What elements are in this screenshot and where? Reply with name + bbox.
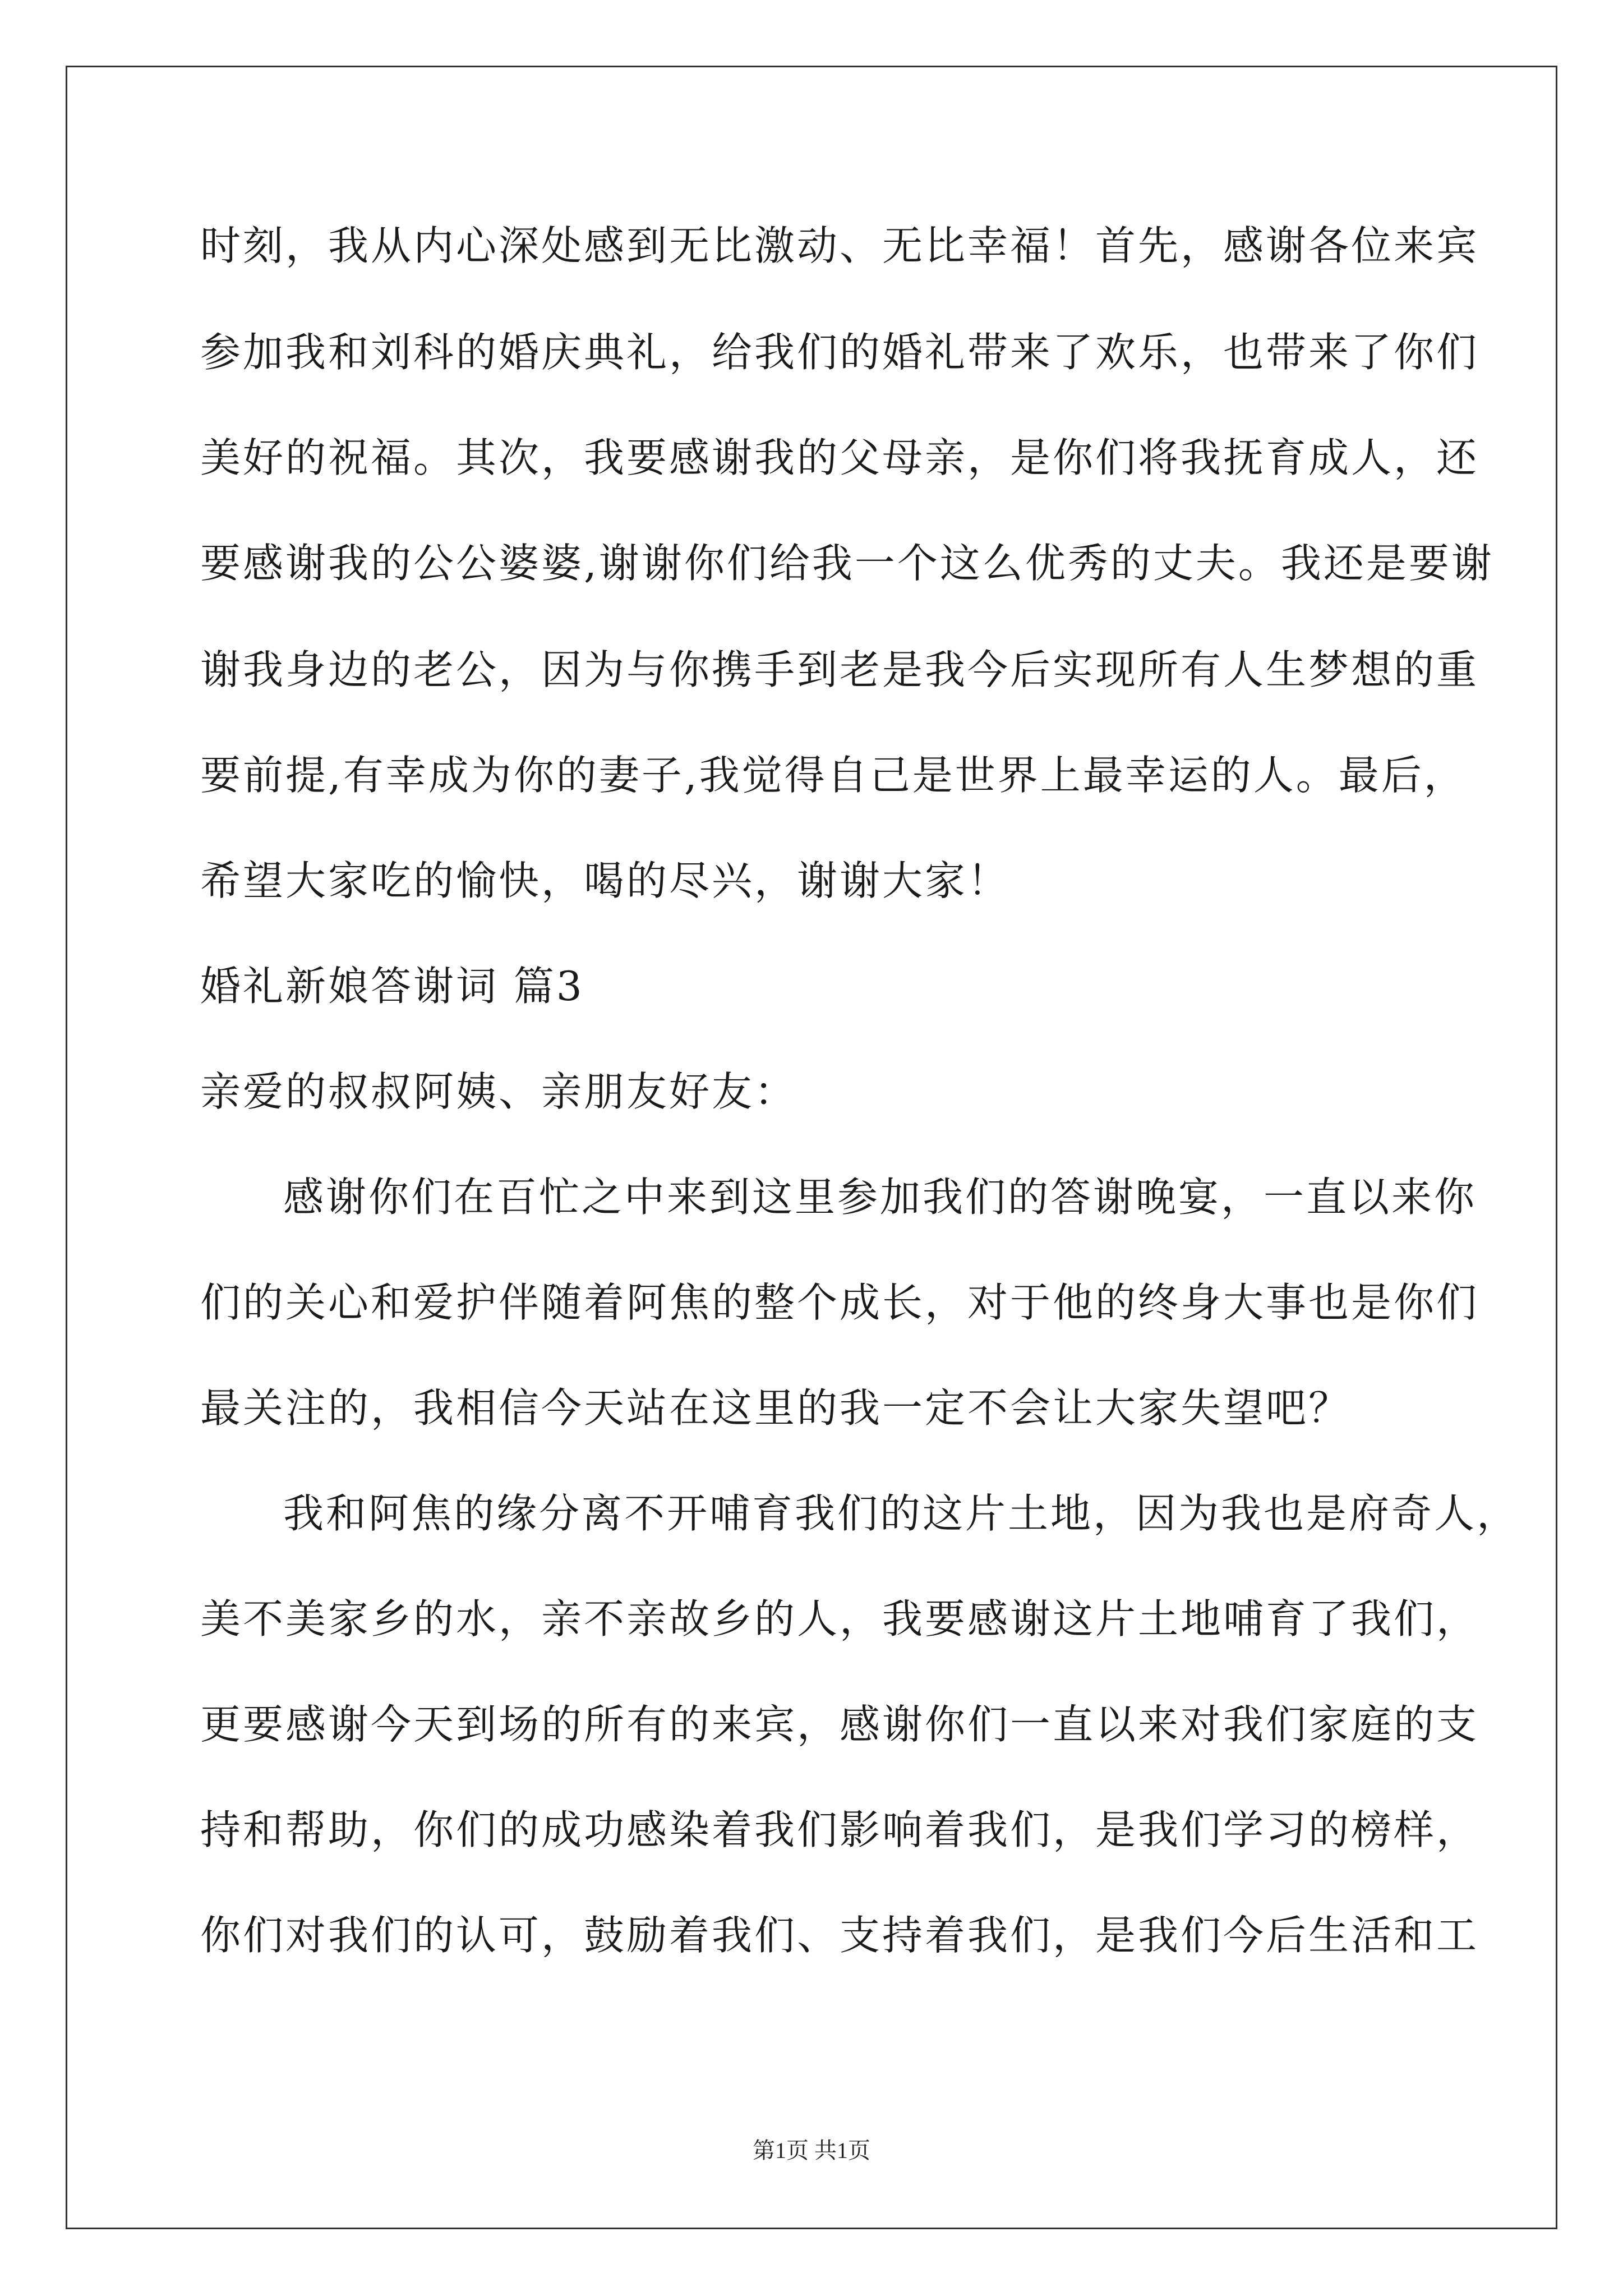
text-line: 希望大家吃的愉快，喝的尽兴，谢谢大家！ [200, 857, 1011, 904]
salutation: 亲爱的叔叔阿姨、亲朋友好友： [200, 1068, 797, 1115]
text-line: 更要感谢今天到场的所有的来宾，感谢你们一直以来对我们家庭的支 [200, 1701, 1479, 1748]
text-line: 谢我身边的老公，因为与你携手到老是我今后实现所有人生梦想的重 [200, 646, 1479, 693]
text-line: 我和阿焦的缘分离不开哺育我们的这片土地，因为我也是府奇人， [283, 1490, 1520, 1537]
text-line: 感谢你们在百忙之中来到这里参加我们的答谢晚宴，一直以来你 [283, 1174, 1477, 1221]
text-line: 持和帮助，你们的成功感染着我们影响着我们，是我们学习的榜样， [200, 1806, 1479, 1853]
text-line: 美好的祝福。其次，我要感谢我的父母亲，是你们将我抚育成人，还 [200, 434, 1479, 481]
text-line: 们的关心和爱护伴随着阿焦的整个成长，对于他的终身大事也是你们 [200, 1279, 1479, 1326]
text-line: 最关注的，我相信今天站在这里的我一定不会让大家失望吧？ [200, 1384, 1352, 1432]
text-line: 时刻，我从内心深处感到无比激动、无比幸福！首先，感谢各位来宾 [200, 222, 1479, 269]
page-footer: 第1页 共1页 [753, 2138, 870, 2163]
page-border [66, 66, 1557, 2229]
text-line: 你们对我们的认可，鼓励着我们、支持着我们，是我们今后生活和工 [200, 1912, 1479, 1959]
text-line: 要前提,有幸成为你的妻子,我觉得自己是世界上最幸运的人。最后， [200, 752, 1467, 799]
text-line: 美不美家乡的水，亲不亲故乡的人，我要感谢这片土地哺育了我们， [200, 1595, 1479, 1642]
text-line: 参加我和刘科的婚庆典礼，给我们的婚礼带来了欢乐，也带来了你们 [200, 329, 1479, 376]
section-heading: 婚礼新娘答谢词 篇3 [200, 963, 584, 1010]
text-line: 要感谢我的公公婆婆,谢谢你们给我一个这么优秀的丈夫。我还是要谢 [200, 540, 1494, 587]
